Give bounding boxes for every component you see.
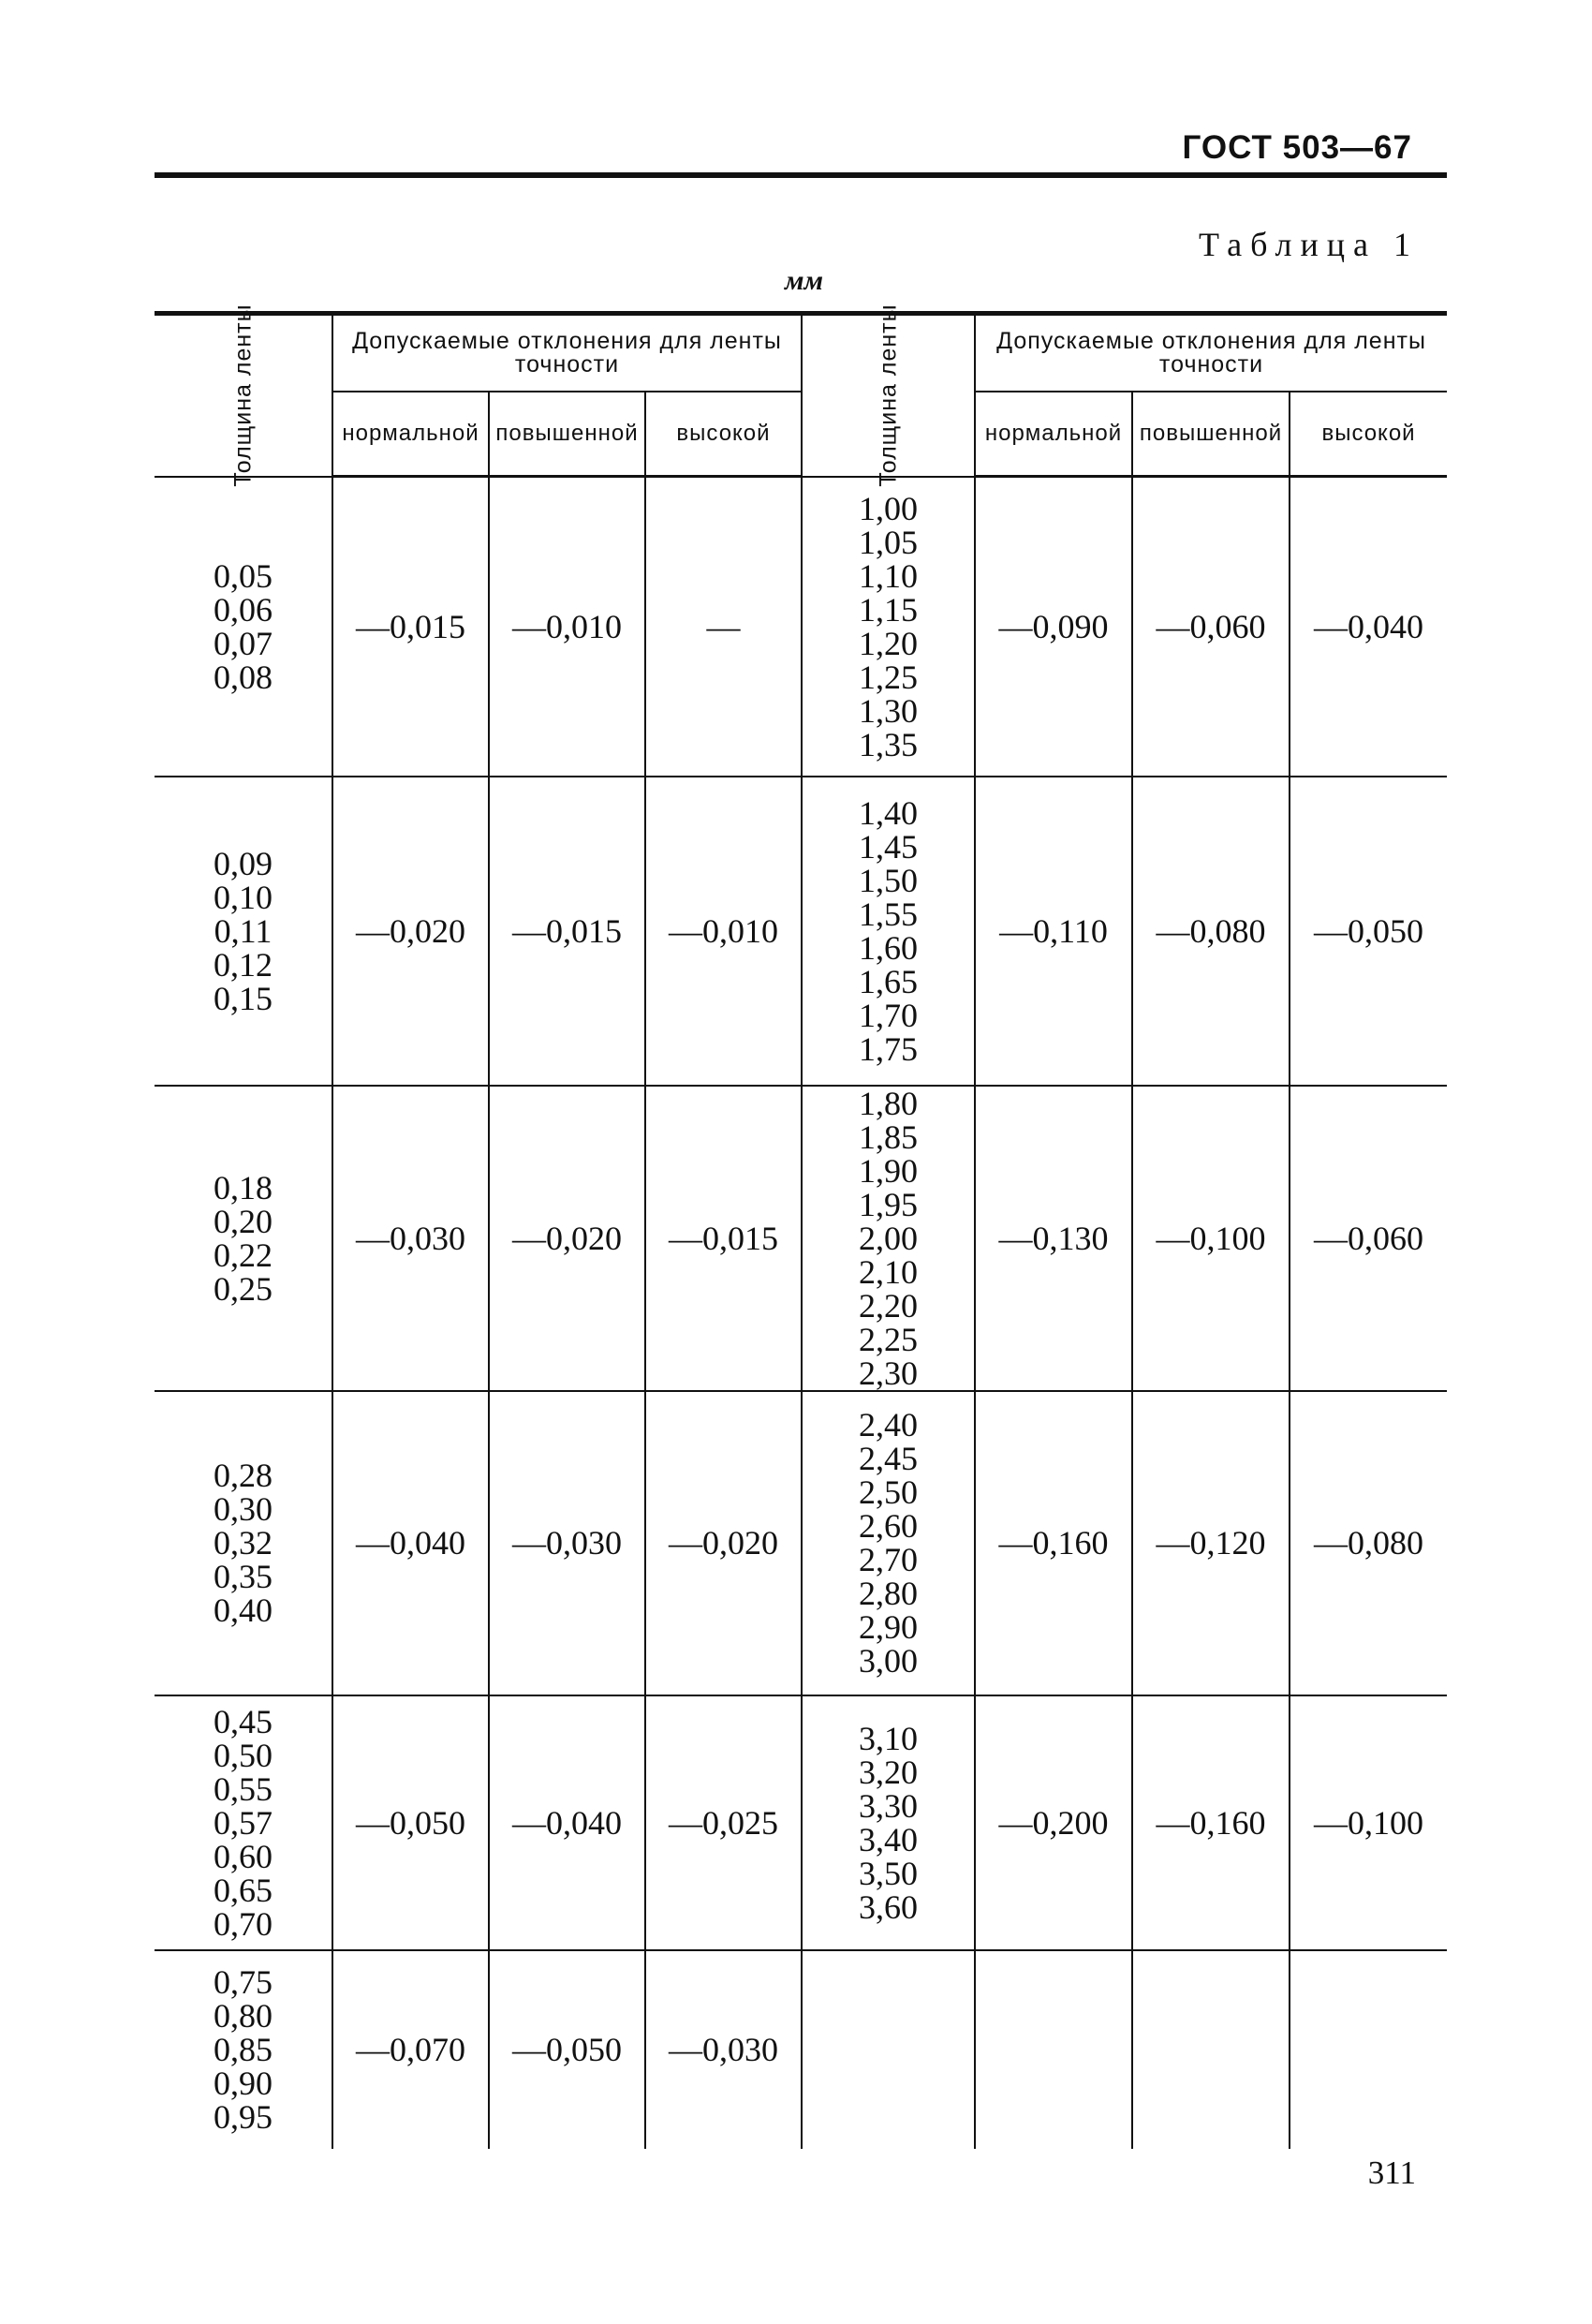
thickness-value: 0,85 [214,2031,273,2068]
right-thickness-cell [802,1950,975,2149]
right-thickness-cell [802,1391,975,1695]
thickness-value: 2,80 [859,1575,918,1612]
thickness-value: 0,08 [214,658,273,696]
right-elevated-cell [1132,1950,1290,2149]
thickness-value: 1,90 [859,1151,918,1190]
right-high-cell: —0,060 [1290,1086,1447,1391]
header-normal-left: нормальной [332,392,489,477]
right-high-cell: —0,050 [1290,777,1447,1086]
left-high-cell: — [645,477,802,777]
left-normal-cell: —0,015 [332,477,489,777]
left-normal-cell: —0,030 [332,1086,489,1391]
thickness-value: 2,50 [859,1473,918,1511]
right-elevated-cell: —0,100 [1132,1086,1290,1391]
thickness-value: 0,06 [214,590,273,629]
page-number: 311 [1367,2154,1416,2191]
header-thickness-left-label: Толщина ленты [229,303,256,487]
right-elevated-cell: —0,120 [1132,1391,1290,1695]
left-elevated-cell: —0,030 [489,1391,645,1695]
right-normal-cell [975,1950,1132,2149]
thickness-value: 3,40 [859,1820,918,1858]
right-high-cell: —0,040 [1290,477,1447,777]
thickness-value: 3,20 [859,1753,918,1791]
right-elevated-cell: —0,080 [1132,777,1290,1086]
right-normal-cell: —0,130 [975,1086,1132,1391]
thickness-value: 1,75 [859,1029,918,1068]
left-normal-cell: —0,040 [332,1391,489,1695]
thickness-value: 0,25 [214,1269,273,1308]
table-title: Таблица 1 [1199,226,1419,263]
thickness-value: 0,50 [214,1736,273,1774]
thickness-value: 1,10 [859,556,918,595]
header-group-left: Допускаемые отклонения для ленты точности [332,314,802,392]
thickness-value: 2,30 [859,1354,918,1392]
header-high-left: высокой [645,392,802,477]
left-elevated-cell: —0,010 [489,477,645,777]
right-high-cell [1290,1950,1447,2149]
right-elevated-cell: —0,160 [1132,1695,1290,1950]
left-thickness-cell [155,1695,332,1950]
table-row [155,1391,1447,1695]
header-elevated-right: повышенной [1132,392,1290,477]
header-thickness-right [802,303,975,487]
right-thickness-cell [802,1695,975,1950]
thickness-value: 0,55 [214,1769,273,1808]
thickness-value: 0,05 [214,556,273,595]
left-elevated-cell: —0,020 [489,1086,645,1391]
left-thickness-cell [155,1391,332,1695]
header-normal-right: нормальной [975,392,1132,477]
left-normal-cell: —0,020 [332,777,489,1086]
thickness-value: 0,45 [214,1702,273,1740]
thickness-value: 0,65 [214,1871,273,1909]
thickness-value: 2,45 [859,1440,918,1477]
header-thickness-left [155,303,332,487]
thickness-value: 0,20 [214,1202,273,1240]
thickness-value: 0,35 [214,1558,273,1595]
thickness-value: 2,20 [859,1286,918,1325]
thickness-value: 3,50 [859,1854,918,1892]
thickness-value: 2,00 [859,1219,918,1257]
thickness-value: 1,70 [859,996,918,1034]
document-code: ГОСТ 503—67 [1182,129,1412,166]
thickness-value: 0,07 [214,624,273,662]
thickness-value: 0,12 [214,945,273,984]
thickness-value: 0,80 [214,1997,273,2035]
right-thickness-cell [802,777,975,1086]
thickness-value: 0,11 [214,911,273,950]
thickness-value: 0,90 [214,2065,273,2102]
left-normal-cell: —0,070 [332,1950,489,2149]
thickness-value: 1,60 [859,928,918,967]
header-high-right: высокой [1290,392,1447,477]
thickness-value: 0,28 [214,1457,273,1494]
thickness-value: 1,95 [859,1185,918,1223]
thickness-value: 1,05 [859,523,918,561]
right-thickness-cell [802,477,975,777]
right-normal-cell: —0,200 [975,1695,1132,1950]
thickness-value: 0,57 [214,1803,273,1842]
thickness-value: 1,50 [859,861,918,899]
table-row [155,1695,1447,1950]
thickness-value: 3,60 [859,1887,918,1926]
right-high-cell: —0,080 [1290,1391,1447,1695]
left-high-cell: —0,030 [645,1950,802,2149]
left-elevated-cell: —0,050 [489,1950,645,2149]
left-thickness-cell [155,1086,332,1391]
left-high-cell: —0,025 [645,1695,802,1950]
table-row [155,1086,1447,1391]
thickness-value: 0,40 [214,1591,273,1629]
thickness-value: 2,10 [859,1252,918,1291]
tolerance-table [155,303,1447,2149]
left-normal-cell: —0,050 [332,1695,489,1950]
thickness-value: 3,30 [859,1786,918,1825]
thickness-value: 1,00 [859,489,918,527]
units-label: мм [785,265,824,296]
thickness-value: 0,09 [214,844,273,882]
table-row [155,777,1447,1086]
thickness-value: 0,18 [214,1168,273,1206]
thickness-value: 0,10 [214,878,273,916]
left-elevated-cell: —0,040 [489,1695,645,1950]
right-high-cell: —0,100 [1290,1695,1447,1950]
thickness-value: 1,30 [859,691,918,730]
thickness-value: 1,55 [859,895,918,933]
thickness-value: 2,40 [859,1406,918,1443]
thickness-value: 2,25 [859,1320,918,1358]
left-thickness-cell [155,777,332,1086]
thickness-value: 1,35 [859,725,918,763]
thickness-value: 1,85 [859,1118,918,1156]
thickness-value: 1,40 [859,793,918,832]
right-thickness-cell [802,1086,975,1391]
thickness-value: 1,80 [859,1084,918,1122]
thickness-value: 2,60 [859,1507,918,1545]
thickness-value: 2,90 [859,1608,918,1646]
thickness-value: 1,65 [859,962,918,1000]
thickness-value: 0,75 [214,1963,273,2001]
thickness-value: 0,60 [214,1837,273,1875]
header-group-right: Допускаемые отклонения для ленты точности [975,314,1447,392]
left-elevated-cell: —0,015 [489,777,645,1086]
right-elevated-cell: —0,060 [1132,477,1290,777]
right-normal-cell: —0,110 [975,777,1132,1086]
thickness-value: 0,70 [214,1904,273,1943]
thickness-value: 2,70 [859,1541,918,1578]
header-elevated-left: повышенной [489,392,645,477]
header-thickness-right-label: Толщина ленты [875,303,901,487]
thickness-value: 1,45 [859,827,918,866]
right-normal-cell: —0,090 [975,477,1132,777]
thickness-value: 3,00 [859,1642,918,1680]
table-row [155,1950,1447,2149]
thickness-value: 0,32 [214,1524,273,1562]
right-normal-cell: —0,160 [975,1391,1132,1695]
table-row [155,477,1447,777]
left-thickness-cell [155,1950,332,2149]
thickness-value: 1,25 [859,658,918,696]
left-high-cell: —0,020 [645,1391,802,1695]
left-thickness-cell [155,477,332,777]
thickness-value: 1,15 [859,590,918,629]
left-high-cell: —0,010 [645,777,802,1086]
document-header [155,120,1447,178]
left-high-cell: —0,015 [645,1086,802,1391]
thickness-value: 0,22 [214,1236,273,1274]
thickness-value: 3,10 [859,1719,918,1757]
thickness-value: 1,20 [859,624,918,662]
thickness-value: 0,15 [214,979,273,1017]
thickness-value: 0,30 [214,1490,273,1528]
thickness-value: 0,95 [214,2098,273,2136]
